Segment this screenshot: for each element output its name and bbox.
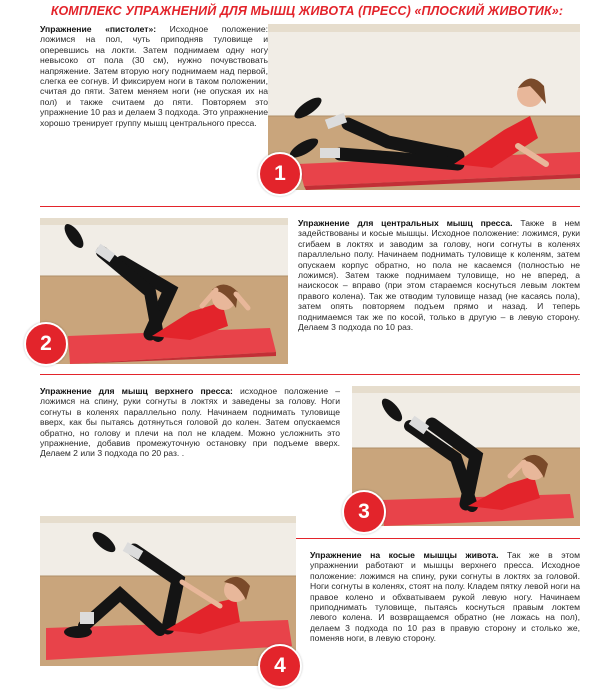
page-title: КОМПЛЕКС УПРАЖНЕНИЙ ДЛЯ МЫШЦ ЖИВОТА (ПРЕСС) «ПЛОСКИЙ ЖИВОТИК»: <box>50 4 564 18</box>
exercise-1-photo <box>268 24 580 190</box>
exercise-1-heading: Упражнение «пистолет»: <box>40 24 157 34</box>
exercise-3-text <box>40 386 340 459</box>
exercise-2-text <box>298 218 580 332</box>
exercise-4-body: Так же в этом упражнении работают и мышцы верхнего пресса. Исходное положение: ложимся на спину, руки согнуты в локтях за головой. Ноги согнуты в коленях, стоят на полу. Кладем пятку левой ноги на правое колено и обхватываем рукой левую ногу. Начинаем приподнимать туловище, пытаясь коснуться правым локтем левого колена. И возвращаемся обратно (не ложась на пол), делаем 3 подхода по 10 раз в правую сторону и столько же, поменяв ноги, в левую сторону. <box>310 550 580 644</box>
exercise-1-number-badge: 1 <box>258 152 302 196</box>
exercise-4-heading: Упражнение на косые мышцы живота. <box>310 550 499 560</box>
exercise-1-body: Исходное положение: ложимся на пол, чуть приподняв туловище и оперевшись на локти. Затем поднимаем одну ногу невысоко от пола (30 см), нужно почувствовать напряжение. Затем вторую ногу поднимаем над первой, слегка ее согнув. И фиксируем ноги в таком положении, считая до пяти. Затем меняем ноги (не опуская их на пол) и также считаем до пяти. Повторяем это упражнение 10 раз и делаем 3 подхода. Это упражнение хорошо тренирует группу мышц центрального пресса. <box>40 24 269 128</box>
divider <box>40 374 580 375</box>
exercise-4-photo <box>40 516 296 666</box>
exercise-3-body: исходное положение – ложимся на спину, руки согнуты в локтях и заведены за голову. Ноги согнуты в коленях параллельно полу. Начинаем поднимать туловище вверх, как бы пытаясь дотянуться головой до колен. Затем опускаемся обратно, но голову и плечи на пол не кладем. Можно усложнить это упражнение, добавив промежуточную остановку при подъеме вверх. Делаем 2 или 3 подхода по 20 раз. . <box>40 386 340 459</box>
divider <box>40 206 580 207</box>
exercise-1-text <box>40 24 268 128</box>
exercise-2-body: Также в нем задействованы и косые мышцы. Исходное положение: ложимся, руки сгибаем в локтях и заводим за голову, ноги согнуты в коленях параллельно полу. Начинаем поднимать туловище к коленям, затем опускаем корпус обратно, но пола не касаемся (полностью не ложимся). Затем также поднимаем туловище, но не вперед, а наискосок – вправо (при этом стараемся коснуться левым локтем правого колена). Так же отводим туловище назад (не касаясь пола), затем опять повторяем подъем прямо и назад. И теперь поднимаемся так же по косой, только в другую – в левую сторону. Делаем 3 подхода по 10 раз. <box>298 218 581 333</box>
exercise-2-heading: Упражнение для центральных мышц пресса. <box>298 218 513 228</box>
exercise-3-heading: Упражнение для мышц верхнего пресса: <box>40 386 233 396</box>
exercise-2-photo <box>40 218 288 364</box>
exercise-4-number-badge: 4 <box>258 644 302 688</box>
exercise-3-number-badge: 3 <box>342 490 386 534</box>
exercise-2-number-badge: 2 <box>24 322 68 366</box>
exercise-4-text <box>310 550 580 644</box>
exercise-3-photo <box>352 386 580 526</box>
